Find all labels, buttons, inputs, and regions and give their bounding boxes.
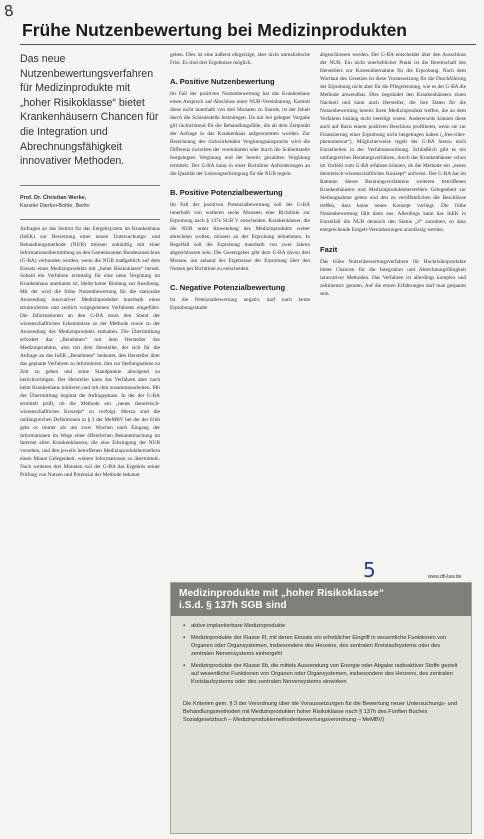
body-text-fazit: Das frühe Nutzenbewertungsverfahren für Hochrisikoprodukte bietet Chancen für die Integration und Abrechnungsfähigkeit innovativer Methoden. Das Verfahren ist allerdings komplex und zeitintensiv geraten. Auf die ersten Erfahrungen darf man gespannt sein. (320, 259, 466, 298)
website-link: www.db-law.de (428, 574, 462, 580)
article-headline: Frühe Nutzenbewertung bei Medizinprodukten (22, 20, 407, 40)
author-block (20, 185, 160, 210)
body-text-col1: Anfragen an das Institut für das Entgeltsystem im Krankenhaus (InEK) zur Bewertung einer neuen Untersuchungs- und Behandlungsmethode (NUB) müssen zukünftig mit einer Informationsübermittlung an den Gemeinsamen Bundesausschuss (G-BA) verbunden werden, wenn die NUB maßgeblich auf dem Einsatz eines Medizinprodukts mit „hoher Risikoklasse“ beruht. Sobald ein Verfahren erstmalig für eine neue Vergütung im Krankenhaus anerkannt ist, bleibt keine Bindung zur Ausübung. Mit der wird die frühe Nutzenbewertung für die stationäre Anwendung innovativer Medizinprodukte innerhalb eines strukturierten und zeitlich vorgegebenen Verfahrens eingeführt. Die Informationen an den G-BA muss den Stand der wissenschaftlichen Erkenntnisse zu der Methode sowie zu der Anwendung des Medizinprodukts enthalten. Die Übermittlung erfordert das „Benehmen“ mit dem Hersteller des Medizinprodukts, also mit dem Hersteller, der sich für die Anfrage an das InEK „Benehmen“ bedeutet, den Hersteller über das geplante Verfahren zu informieren, ihm zur Stellungnahme zu Zeit zu geben und seine Standpunkte abwägend zu berücksichtigen. Der Hersteller kann das Verfahren aber nach beim Krankenhaus initiieren und mit ihm zusammenarbeiten. Mit der Übermittlung beginnt die Anfragephase. In der der G-BA ermittelt prüft, ob die Methode ein „neues theoretisch-wissenschaftliches Konzept“ zu verfolgt. Hierzu sind die umfangreichen Definitionen in § 3 der MeMBV bei der der Früh geht es immer als um zwei Wochen nach Eingang der Informationen im Wege einer öffentlichen Bekanntmachung im Internet allen Krankenhäusern, die eine Erbringung der NUB vorsehen, und den jeweils betroffenen Medizinproduktherstellern einen Monat Gelegenheit, weitere Informationen zu übermitteln. Nach weiteren drei Monaten soll der G-BA das Ergebnis seiner Prüfung von Nutzen und Potenzial der Methode bekannt (20, 225, 160, 479)
column-2 (170, 52, 310, 313)
column-3 (320, 52, 466, 299)
body-text-section-b: Im Fall der positiven Potenzialbewertung soll der G-BA innerhalb von weiteren sechs Monaten eine Richtlinie zur Erprobung nach § 137e SGB V entscheiden. Krankenhäuser, die die NUB unter Anwendung des Medizinprodukts weiter abrechnen wollen, müssen an der Erprobung teilnehmen. In Regelfall soll die Erprobung innerhalb von zwei Jahren abgeschlossen sein. Die Gesetzgeber gibt dem G-BA davon drei Monate, um anhand der Ergebnisse der Erprobung über den Nutzen per Richtlinie zu entscheiden. (170, 202, 310, 273)
info-box-header (171, 583, 471, 616)
author-organisation: Kanzlei Dierks+Bohle, Berlin (20, 202, 90, 209)
section-heading-c: C. Negative Potenzialbewertung (170, 282, 286, 292)
author-name: Prof. Dr. Christian Werke, (20, 194, 87, 201)
handwritten-page-mark: 8 (2, 1, 15, 21)
section-heading-b: B. Positive Potenzialbewertung (170, 187, 283, 197)
article-teaser: Das neue Nutzenbewertungsverfahren für Medizinprodukte mit „hoher Risikoklasse“ bietet Krankenhäusern Chancen für die Integration und Abrechnungsfähigkeit innovativer Methoden. (20, 53, 159, 168)
body-text-col3: abgeschlossen werden. Der G-BA entscheidet über den Ausschluss der NUB. Ein nicht unerheblicher Punkt ist die Bereitschaft des Herstellers zur Kostenübernahme für die Erprobung. Nach dem Wortlaut des Gesetzes ist diese Voraussetzung für die Durchführung der Erprobung nicht aber für die Pflegeleistung, wie es der G-BA die Methode anwendbar. Dies begründet den Krankenhäusern einen Nachteil und kann auch Hersteller, die ihre Daten für die Nutzenbewertung bereits ihren Medizinprodukt treffen, die an dem Verfahren bislang nicht beteiligt waren. Andererseits können diese auch auf Basis einem positiven Beschluss profitieren, wenn sie zur Finanzierung einer Erprobung nicht beigetragen haben („free-rider-phenomenon“). Möglicherweise regelt der G-BA hierzu noch Einzelheiten in der Verfahrensordnung. Schließlich gibt es ein umfangreiches Beratungsverfahren, durch das Krankenhäuser schon im Vorfeld vom G-BA erfahren können, ob die Methode ein „neues theoretisch-wissenschaftliches Konzept“ aufweist. Der G-BA hat im Rahmen dieses Beratungsverfahrens weiteren betroffenen Krankenhäusern und Medizinprodukteherstellern Gelegenheit zur Stellungnahme geben und den zu veröffentlichen die Beschlüsse treffen, dass keine neues Konzept vorliegt. Die frühe Nutzenbewertung fällt dann aus. Allerdings kann das InEK in Einzelfall die NUB dennoch den Status „4“ zuordnen, so dass entsprechende Entgelt-Vereinbarungen unzulässig werden. (320, 52, 466, 233)
body-text-section-c: Ist die Potenzialbewertung negativ, darf nach keine Erprobungsstudie (170, 297, 310, 312)
headline-divider (20, 44, 476, 45)
body-text-col2-intro: geben. Dies ist eine äußerst ehrgeizige, aber nicht unrealistische Frist. Es sind drei Ergebnisse möglich. (170, 52, 310, 66)
body-text-section-a: Im Fall der positiven Nutzenbewertung hat das Krankenhaus einen Anspruch auf Abschluss einer NUB-Vereinbarung. Kommt diese nicht innerhalb von drei Monaten zu Stande, ist der Inhalt durch die Schiedsstelle festzulegen. Da nur bei gelegter Vorgabe gilt rückwirkend für die Behandlungsfälle, die ab dem Zeitpunkt der Anfrage in das Krankenhaus aufgenommen worden. Zur Berechnung des rückwirkenden Vergütungsanspruchs wird die Differenz zwischen der vereinbarten oder durch die Schiedsstelle festgelegten Vergütung und der bereits gezahlten Vergütung ermittelt. Der G-BA kann in einer Richtlinie Anforderungen an die Qualität der Leistungserbringung für die NUB regeln. (170, 91, 310, 177)
section-heading-fazit: Fazit (320, 244, 338, 254)
section-heading-a: A. Positive Nutzenbewertung (170, 76, 275, 86)
column-1 (20, 52, 160, 480)
author-divider (20, 219, 160, 220)
info-box-footnote: Die Kriterien gem. § 3 der Verordnung über die Voraussetzungen für die Bewertung neuer Untersuchungs- und Behandlungsmethoden mit Medizinprodukten hoher Risikoklasse nach § 137h des Fünften Buches Sozialgesetzbuch – Medizinproduktemethodenbewertungsverordnung – MeMBV) (183, 701, 457, 723)
list-item: ▪ Medizinprodukte der Klasse IIb, die mittels Aussendung von Energie oder Abgabe radioaktiver Stoffe gezielt auf wesentliche Funktionen von Organen oder Organsystemen, insbesondere des Herzens, des zentralen Kreislaufsystems oder des zentralen Nervensystems einwirken (183, 662, 463, 686)
list-item: ▪ Medizinprodukte der Klasse III, mit deren Einsatz ein erheblicher Eingriff in wesentliche Funktionen von Organen oder Organsystemen, insbesondere des Herzens, des zentralen Kreislaufsystems oder des zentralen Nervensystems einhergeht (183, 634, 463, 658)
info-box-list (183, 622, 463, 686)
info-box-title-line2: i.S.d. § 137h SGB sind (179, 600, 287, 611)
handwritten-page-number: 5 (363, 558, 376, 582)
info-box-body (171, 616, 471, 728)
list-item: ▪ aktive implantierbare Medizinprodukte (183, 622, 463, 630)
info-box (170, 582, 472, 834)
info-box-title-line1: Medizinprodukte mit „hoher Risikoklasse“ (179, 588, 384, 599)
